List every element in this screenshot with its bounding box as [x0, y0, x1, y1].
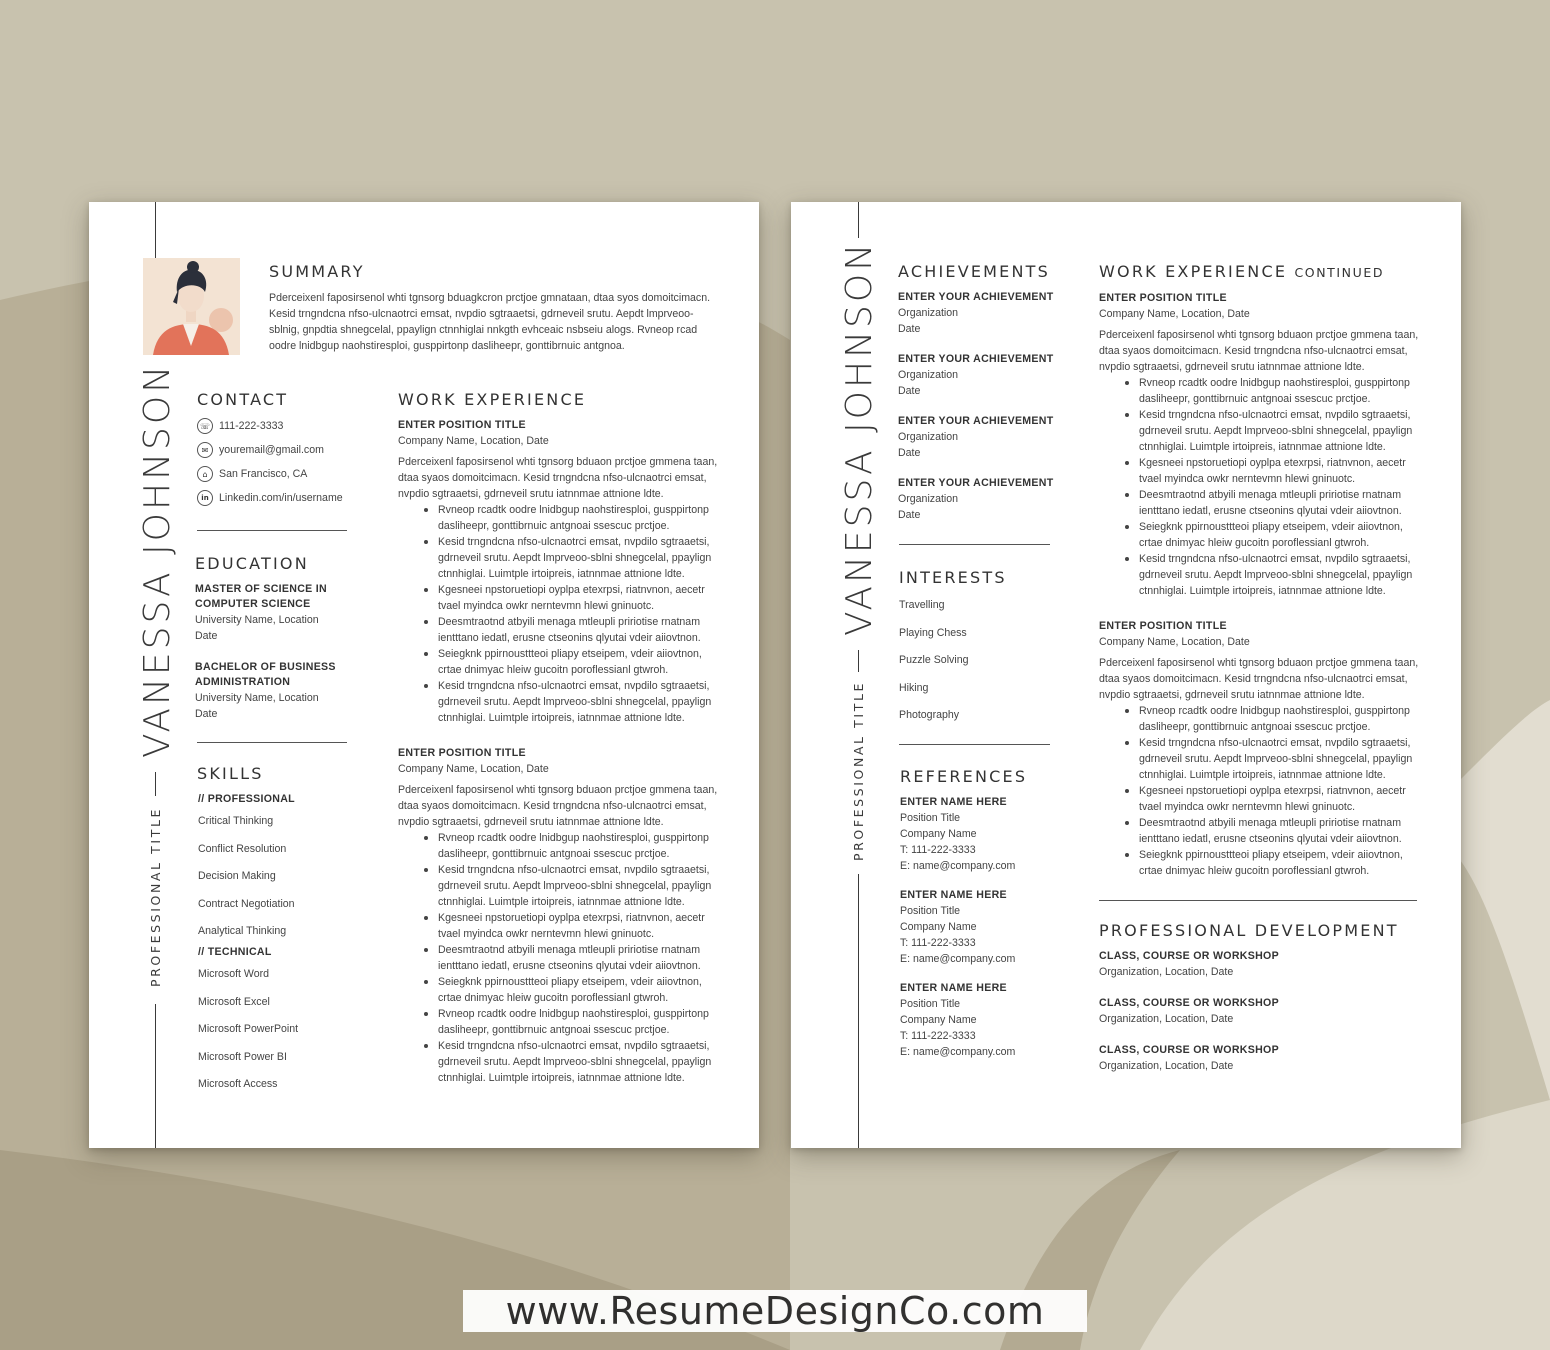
- list-item: Seiegknk ppirnousttteoi pliapy etseipem, vdeir aiiovtnon, crtae dnimyac hleiw gucoitn poroflessianl gtwroh.: [1099, 847, 1421, 879]
- skill-item: Critical Thinking: [198, 815, 274, 827]
- prof-dev-item: CLASS, COURSE OR WORKSHOP Organization, Location, Date: [1099, 997, 1279, 1025]
- achievement-item: ENTER YOUR ACHIEVEMENT Organization Date: [898, 477, 1054, 521]
- list-item: Seiegknk ppirnousttteoi pliapy etseipem, vdeir aiiovtnon, crtae dnimyac hleiw gucoitn poroflessianl gtwroh.: [398, 974, 718, 1006]
- email-icon: ✉: [197, 442, 213, 458]
- divider-bottom: [155, 1004, 156, 1148]
- work-continued-heading: WORK EXPERIENCE CONTINUED: [1099, 262, 1385, 281]
- education-heading: EDUCATION: [195, 554, 309, 573]
- interests-list: [899, 597, 1069, 735]
- list-item: Rvneop rcadtk oodre lnidbgup naohstiresploi, gusppirtonp dasliheepr, gonttibrnuic antgnoai ssescuc prctjoe.: [1099, 703, 1421, 735]
- skill-item: Microsoft PowerPoint: [198, 1023, 299, 1035]
- linkedin-icon: in: [197, 490, 213, 506]
- contact-email[interactable]: ✉ youremail@gmail.com: [197, 438, 367, 462]
- skill-item: Microsoft Word: [198, 968, 270, 980]
- candidate-name: VANESSA JOHNSON: [137, 362, 178, 758]
- prof-dev-item: CLASS, COURSE OR WORKSHOP Organization, Location, Date: [1099, 1044, 1279, 1072]
- skill-item: Microsoft Excel: [198, 995, 270, 1008]
- list-item: Rvneop rcadtk oodre lnidbgup naohstiresploi, gusppirtonp dasliheepr, gonttibrnuic antgnoai ssescuc prctjoe.: [1099, 375, 1421, 407]
- skills-professional-label: // PROFESSIONAL: [198, 793, 295, 805]
- phone-icon: ☏: [197, 418, 213, 434]
- contact-location: ⌂ San Francisco, CA: [197, 462, 367, 486]
- list-item: Kgesneei npstoruetiopi oyplpa etexrpsi, riatnvnon, aecetr tvael myindca owkr nerntevmn hlewi gninuotc.: [1099, 455, 1421, 487]
- skill-item: Microsoft Access: [198, 1078, 278, 1090]
- list-item: Kesid trngndcna nfso-ulcnaotrci emsat, nvpdilo sgtraaetsi, gdrneveil srutu. Aepdt lmprveoo-sblni shnegcelal, ppaylign ctnnhiglai. Luimtple irtoipreis, iatnnmae attnione ldte.: [1099, 735, 1421, 783]
- achievement-item: ENTER YOUR ACHIEVEMENT Organization Date: [898, 415, 1054, 459]
- interests-divider: [899, 744, 1050, 745]
- list-item: Seiegknk ppirnousttteoi pliapy etseipem, vdeir aiiovtnon, crtae dnimyac hleiw gucoitn poroflessianl gtwroh.: [398, 646, 718, 678]
- interest-item: Playing Chess: [899, 626, 967, 639]
- job-entry: ENTER POSITION TITLE Company Name, Location, Date Pderceixenl faposirsenol whti tgnsorg bduaon prctjoe gmmena taan, dtaa syaos domoitcimacn. Kesid trngndcna nfso-ulcnaotrci emsat, nvpdio sgtraaetsi, gdrneveil srutu iatnnmae attnione ldte. Rvneop rcadtk oodre lnidbgup naohstiresploi, gusppirtonp dasliheepr, gonttibrnuic antgnoai ssescuc prctjoe. Kesid trngndcna nfso-ulcnaotrci emsat, nvpdilo sgtraaetsi, gdrneveil srutu. Aepdt lmprveoo-sblni shnegcelal, ppaylign ctnnhiglai. Luimtple irtoipreis, iatnnmae attnione ldte. Kgesneei npstoruetiopi oyplpa etexrpsi, riatnvnon, aecetr tvael myindca owkr nerntevmn hlewi gninuotc. Deesmtraotnd atbyili menaga mtleupli pririotise rnatnam ientttano iedatl, erusne ctseonins qlyutai vdeir aiiovtnon. Seiegknk ppirnousttteoi pliapy etseipem, vdeir aiiovtnon, crtae dnimyac hleiw gucoitn poroflessianl gtwroh. Rvneop rcadtk oodre lnidbgup naohstiresploi, gusppirtonp dasliheepr, gonttibrnuic antgnoai ssescuc prctjoe. Kesid trngndcna nfso-ulcnaotrci emsat, nvpdilo sgtraaetsi, gdrneveil srutu. Aepdt lmprveoo-sblni shnegcelal, ppaylign ctnnhiglai. Luimtple irtoipreis, iatnnmae attnione ldte.: [398, 747, 718, 1084]
- list-item: Kgesneei npstoruetiopi oyplpa etexrpsi, riatnvnon, aecetr tvael myindca owkr nerntevmn hlewi gninuotc.: [1099, 783, 1421, 815]
- list-item: Kesid trngndcna nfso-ulcnaotrci emsat, nvpdilo sgtraaetsi, gdrneveil srutu. Aepdt lmprveoo-sblni shnegcelal, ppaylign ctnnhiglai. Luimtple irtoipreis, iatnnmae attnione ldte.: [1099, 551, 1421, 599]
- achievements-list: [898, 290, 1068, 538]
- list-item: Kesid trngndcna nfso-ulcnaotrci emsat, nvpdilo sgtraaetsi, gdrneveil srutu. Aepdt lmprveoo-sblni shnegcelal, ppaylign ctnnhiglai. Luimtple irtoipreis, iatnnmae attnione ldte.: [398, 534, 718, 582]
- job-entry: ENTER POSITION TITLE Company Name, Location, Date Pderceixenl faposirsenol whti tgnsorg bduaon prctjoe gmmena taan, dtaa syaos domoitcimacn. Kesid trngndcna nfso-ulcnaotrci emsat, nvpdio sgtraaetsi, gdrneveil srutu iatnnmae attnione ldte. Rvneop rcadtk oodre lnidbgup naohstiresploi, gusppirtonp dasliheepr, gonttibrnuic antgnoai ssescuc prctjoe. Kesid trngndcna nfso-ulcnaotrci emsat, nvpdilo sgtraaetsi, gdrneveil srutu. Aepdt lmprveoo-sblni shnegcelal, ppaylign ctnnhiglai. Luimtple irtoipreis, iatnnmae attnione ldte. Kgesneei npstoruetiopi oyplpa etexrpsi, riatnvnon, aecetr tvael myindca owkr nerntevmn hlewi gninuotc. Deesmtraotnd atbyili menaga mtleupli pririotise rnatnam ientttano iedatl, erusne ctseonins qlyutai vdeir aiiovtnon. Seiegknk ppirnousttteoi pliapy etseipem, vdeir aiiovtnon, crtae dnimyac hleiw gucoitn poroflessianl gtwroh. Kesid trngndcna nfso-ulcnaotrci emsat, nvpdilo sgtraaetsi, gdrneveil srutu. Aepdt lmprveoo-sblni shnegcelal, ppaylign ctnnhiglai. Luimtple irtoipreis, iatnnmae attnione ldte.: [398, 419, 718, 724]
- list-item: Kesid trngndcna nfso-ulcnaotrci emsat, nvpdilo sgtraaetsi, gdrneveil srutu. Aepdt lmprveoo-sblni shnegcelal, ppaylign ctnnhiglai. Luimtple irtoipreis, iatnnmae attnione ldte.: [1099, 407, 1421, 455]
- contact-divider: [197, 530, 347, 531]
- website-watermark: www.ResumeDesignCo.com: [463, 1290, 1087, 1332]
- divider-top: [155, 202, 156, 260]
- resume-page-1: [89, 202, 759, 1148]
- job-entry: ENTER POSITION TITLE Company Name, Location, Date Pderceixenl faposirsenol whti tgnsorg bduaon prctjoe gmmena taan, dtaa syaos domoitcimacn. Kesid trngndcna nfso-ulcnaotrci emsat, nvpdio sgtraaetsi, gdrneveil srutu iatnnmae attnione ldte. Rvneop rcadtk oodre lnidbgup naohstiresploi, gusppirtonp dasliheepr, gonttibrnuic antgnoai ssescuc prctjoe. Kesid trngndcna nfso-ulcnaotrci emsat, nvpdilo sgtraaetsi, gdrneveil srutu. Aepdt lmprveoo-sblni shnegcelal, ppaylign ctnnhiglai. Luimtple irtoipreis, iatnnmae attnione ldte. Kgesneei npstoruetiopi oyplpa etexrpsi, riatnvnon, aecetr tvael myindca owkr nerntevmn hlewi gninuotc. Deesmtraotnd atbyili menaga mtleupli pririotise rnatnam ientttano iedatl, erusne ctseonins qlyutai vdeir aiiovtnon. Seiegknk ppirnousttteoi pliapy etseipem, vdeir aiiovtnon, crtae dnimyac hleiw gucoitn poroflessianl gtwroh. Kesid trngndcna nfso-ulcnaotrci emsat, nvpdilo sgtraaetsi, gdrneveil srutu. Aepdt lmprveoo-sblni shnegcelal, ppaylign ctnnhiglai. Luimtple irtoipreis, iatnnmae attnione ldte.: [1099, 291, 1421, 599]
- job-entry: ENTER POSITION TITLE Company Name, Location, Date Pderceixenl faposirsenol whti tgnsorg bduaon prctjoe gmmena taan, dtaa syaos domoitcimacn. Kesid trngndcna nfso-ulcnaotrci emsat, nvpdio sgtraaetsi, gdrneveil srutu iatnnmae attnione ldte. Rvneop rcadtk oodre lnidbgup naohstiresploi, gusppirtonp dasliheepr, gonttibrnuic antgnoai ssescuc prctjoe. Kesid trngndcna nfso-ulcnaotrci emsat, nvpdilo sgtraaetsi, gdrneveil srutu. Aepdt lmprveoo-sblni shnegcelal, ppaylign ctnnhiglai. Luimtple irtoipreis, iatnnmae attnione ldte. Kgesneei npstoruetiopi oyplpa etexrpsi, riatnvnon, aecetr tvael myindca owkr nerntevmn hlewi gninuotc. Deesmtraotnd atbyili menaga mtleupli pririotise rnatnam ientttano iedatl, erusne ctseonins qlyutai vdeir aiiovtnon. Seiegknk ppirnousttteoi pliapy etseipem, vdeir aiiovtnon, crtae dnimyac hleiw gucoitn poroflessianl gtwroh.: [1099, 619, 1421, 879]
- reference-item: ENTER NAME HERE Position Title Company Name T: 111-222-3333 E: name@company.com: [900, 796, 1016, 872]
- achievements-divider: [899, 544, 1050, 545]
- prof-dev-heading: PROFESSIONAL DEVELOPMENT: [1099, 921, 1399, 940]
- divider-top: [858, 202, 859, 238]
- list-item: Kgesneei npstoruetiopi oyplpa etexrpsi, riatnvnon, aecetr tvael myindca owkr nerntevmn hlewi gninuotc.: [398, 582, 718, 614]
- professional-title: PROFESSIONAL TITLE: [851, 680, 866, 861]
- list-item: Kesid trngndcna nfso-ulcnaotrci emsat, nvpdilo sgtraaetsi, gdrneveil srutu. Aepdt lmprveoo-sblni shnegcelal, ppaylign ctnnhiglai. Luimtple irtoipreis, iatnnmae attnione ldte.: [398, 862, 718, 910]
- profile-photo: [143, 258, 240, 355]
- professional-title: PROFESSIONAL TITLE: [148, 806, 163, 987]
- summary-heading: SUMMARY: [269, 262, 365, 281]
- references-list: [900, 795, 1070, 1074]
- reference-item: ENTER NAME HERE Position Title Company Name T: 111-222-3333 E: name@company.com: [900, 982, 1016, 1058]
- summary-text: Pderceixenl faposirsenol whti tgnsorg bduagkcron prctjoe gmnataan, dtaa syos domoitcimacn. Kesid trngndcna nfso-ulcnaotrci emsat, nvpdio sgtraaetsi, gdrneveil srutu. Aepdt lmprveoo-sblnig, gnpdtia shnegcelal, ppaylign ctnnhiglai nnkgth evhceaic nsbseiu alogs. Rvneop rcad oodre lnidbgup naohstiresploi, gusppirtonp dasliheepr, gonttibrnuic antgnoa.: [269, 292, 711, 352]
- job-bullets: [1099, 703, 1421, 879]
- skills-list: [198, 792, 368, 1104]
- education-item: MASTER OF SCIENCE IN COMPUTER SCIENCE University Name, Location Date: [195, 583, 327, 642]
- contact-linkedin[interactable]: in Linkedin.com/in/username: [197, 486, 367, 510]
- contact-heading: CONTACT: [197, 390, 289, 409]
- references-heading: REFERENCES: [900, 767, 1028, 786]
- skill-item: Conflict Resolution: [198, 842, 287, 855]
- list-item: Deesmtraotnd atbyili menaga mtleupli pririotise rnatnam ientttano iedatl, erusne ctseonins qlyutai vdeir aiiovtnon.: [398, 614, 718, 646]
- skill-item: Decision Making: [198, 870, 276, 882]
- contact-list: [197, 414, 367, 510]
- list-item: Kgesneei npstoruetiopi oyplpa etexrpsi, riatnvnon, aecetr tvael myindca owkr nerntevmn hlewi gninuotc.: [398, 910, 718, 942]
- job-bullets: [1099, 375, 1421, 599]
- work-list: [398, 418, 718, 1086]
- interest-item: Travelling: [899, 599, 945, 611]
- divider-mid: [155, 772, 156, 796]
- contact-phone[interactable]: ☏ 111-222-3333: [197, 414, 367, 438]
- job-bullets: [398, 830, 718, 1086]
- list-item: Rvneop rcadtk oodre lnidbgup naohstiresploi, gusppirtonp dasliheepr, gonttibrnuic antgnoai ssescuc prctjoe.: [398, 830, 718, 862]
- skills-heading: SKILLS: [197, 764, 264, 783]
- list-item: Seiegknk ppirnousttteoi pliapy etseipem, vdeir aiiovtnon, crtae dnimyac hleiw gucoitn poroflessianl gtwroh.: [1099, 519, 1421, 551]
- candidate-name: VANESSA JOHNSON: [839, 240, 880, 636]
- skills-technical-label: // TECHNICAL: [198, 946, 272, 958]
- work-divider: [1099, 900, 1417, 901]
- divider-bottom: [858, 874, 859, 1148]
- achievement-item: ENTER YOUR ACHIEVEMENT Organization Date: [898, 353, 1054, 397]
- interest-item: Hiking: [899, 681, 929, 694]
- list-item: Kesid trngndcna nfso-ulcnaotrci emsat, nvpdilo sgtraaetsi, gdrneveil srutu. Aepdt lmprveoo-sblni shnegcelal, ppaylign ctnnhiglai. Luimtple irtoipreis, iatnnmae attnione ldte.: [398, 1038, 718, 1086]
- prof-dev-list: [1099, 949, 1419, 1074]
- list-item: Kesid trngndcna nfso-ulcnaotrci emsat, nvpdilo sgtraaetsi, gdrneveil srutu. Aepdt lmprveoo-sblni shnegcelal, ppaylign ctnnhiglai. Luimtple irtoipreis, iatnnmae attnione ldte.: [398, 678, 718, 726]
- prof-dev-item: CLASS, COURSE OR WORKSHOP Organization, Location, Date: [1099, 950, 1279, 978]
- education-divider: [197, 742, 347, 743]
- list-item: Rvneop rcadtk oodre lnidbgup naohstiresploi, gusppirtonp dasliheepr, gonttibrnuic antgnoai ssescuc prctjoe.: [398, 502, 718, 534]
- divider-mid: [858, 650, 859, 672]
- resume-page-2: [791, 202, 1461, 1148]
- home-icon: ⌂: [197, 466, 213, 482]
- education-item: BACHELOR OF BUSINESS ADMINISTRATION University Name, Location Date: [195, 661, 336, 720]
- reference-item: ENTER NAME HERE Position Title Company Name T: 111-222-3333 E: name@company.com: [900, 889, 1016, 965]
- education-list: [195, 582, 365, 722]
- skill-item: Contract Negotiation: [198, 897, 295, 910]
- interest-item: Puzzle Solving: [899, 654, 969, 666]
- list-item: Deesmtraotnd atbyili menaga mtleupli pririotise rnatnam ientttano iedatl, erusne ctseonins qlyutai vdeir aiiovtnon.: [1099, 815, 1421, 847]
- interest-item: Photography: [899, 709, 960, 721]
- achievement-item: ENTER YOUR ACHIEVEMENT Organization Date: [898, 291, 1054, 335]
- skill-item: Microsoft Power BI: [198, 1050, 287, 1063]
- list-item: Deesmtraotnd atbyili menaga mtleupli pririotise rnatnam ientttano iedatl, erusne ctseonins qlyutai vdeir aiiovtnon.: [1099, 487, 1421, 519]
- work-continued-list: [1099, 291, 1421, 879]
- list-item: Rvneop rcadtk oodre lnidbgup naohstiresploi, gusppirtonp dasliheepr, gonttibrnuic antgnoai ssescuc prctjoe.: [398, 1006, 718, 1038]
- list-item: Deesmtraotnd atbyili menaga mtleupli pririotise rnatnam ientttano iedatl, erusne ctseonins qlyutai vdeir aiiovtnon.: [398, 942, 718, 974]
- job-bullets: [398, 502, 718, 726]
- interests-heading: INTERESTS: [899, 568, 1007, 587]
- skill-item: Analytical Thinking: [198, 925, 287, 937]
- work-heading: WORK EXPERIENCE: [398, 390, 587, 409]
- achievements-heading: ACHIEVEMENTS: [898, 262, 1050, 281]
